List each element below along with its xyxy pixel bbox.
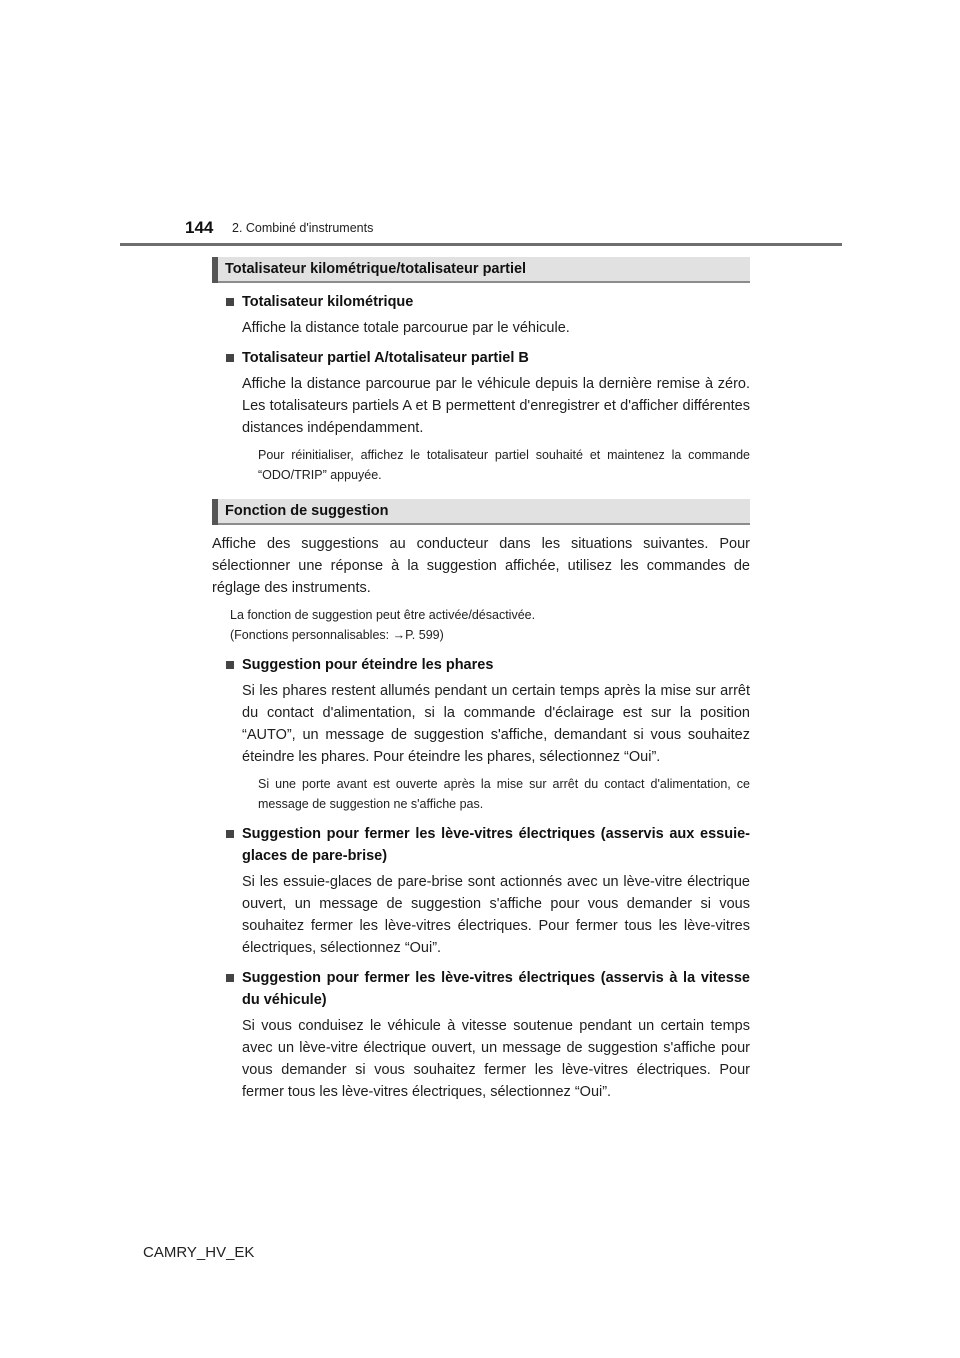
trip-meter-description: Affiche la distance parcourue par le véhicule depuis la dernière remise à zéro. Les totalisateurs partiels A et B permettent d'enregistrer et d'afficher différentes distances indépendamment.	[242, 376, 750, 436]
bullet-windows-wipers-title: Suggestion pour fermer les lève-vitres électriques (asservis aux essuie-glaces de pare-brise)	[242, 826, 750, 864]
headlights-note: Si une porte avant est ouverte après la mise sur arrêt du contact d'alimentation, ce message de suggestion ne s'affiche pas.	[258, 777, 750, 811]
bullet-odometer	[212, 291, 750, 313]
bullet-headlights-title: Suggestion pour éteindre les phares	[242, 657, 494, 673]
section-header-suggestion: Fonction de suggestion	[212, 499, 750, 525]
bullet-windows-speed-title: Suggestion pour fermer les lève-vitres électriques (asservis à la vitesse du véhicule)	[242, 970, 750, 1008]
bullet-square-icon	[226, 298, 234, 306]
bullet-odometer-title: Totalisateur kilométrique	[242, 294, 414, 310]
odometer-description: Affiche la distance totale parcourue par le véhicule.	[242, 320, 570, 336]
bullet-windows-wipers	[212, 823, 750, 867]
bullet-trip-meter	[212, 347, 750, 369]
bullet-trip-meter-title: Totalisateur partiel A/totalisateur partiel B	[242, 350, 529, 366]
windows-speed-description: Si vous conduisez le véhicule à vitesse soutenue pendant un certain temps avec un lève-vitre électrique ouvert, un message de suggestion s'affiche pour vous demander si vous souhaitez fermer les lève-vitres électriques. Pour fermer tous les lève-vitres électriques, sélectionnez “Oui”.	[242, 1018, 750, 1100]
section-header-odometer: Totalisateur kilométrique/totalisateur partiel	[212, 257, 750, 283]
suggestion-note-line1: La fonction de suggestion peut être activée/désactivée.	[230, 608, 536, 622]
bullet-headlights	[212, 654, 750, 676]
suggestion-intro: Affiche des suggestions au conducteur dans les situations suivantes. Pour sélectionner une réponse à la suggestion affichée, utilisez les commandes de réglage des instruments.	[212, 536, 750, 596]
chapter-title: 2. Combiné d'instruments	[232, 221, 374, 235]
headlights-description: Si les phares restent allumés pendant un certain temps après la mise sur arrêt du contact d'alimentation, si la commande d'éclairage est sur la position “AUTO”, un message de suggestion s'affiche, demandant si vous souhaitez éteindre les phares. Pour éteindre les phares, sélectionnez “Oui”.	[242, 683, 750, 765]
trip-meter-note: Pour réinitialiser, affichez le totalisateur partiel souhaité et maintenez la commande “ODO/TRIP” appuyée.	[258, 448, 750, 482]
page-content	[212, 257, 750, 1103]
bullet-square-icon	[226, 354, 234, 362]
bullet-square-icon	[226, 661, 234, 669]
footer-code: CAMRY_HV_EK	[143, 1244, 255, 1261]
header-rule	[120, 243, 842, 246]
windows-wipers-description: Si les essuie-glaces de pare-brise sont actionnés avec un lève-vitre électrique ouvert, un message de suggestion s'affiche pour vous demander si vous souhaitez fermer les lève-vitres électriques. Pour fermer tous les lève-vitres électriques, sélectionnez “Oui”.	[242, 874, 750, 956]
suggestion-note-line2: (Fonctions personnalisables: →P. 599)	[230, 628, 444, 642]
page-number: 144	[185, 218, 214, 237]
bullet-windows-speed	[212, 967, 750, 1011]
bullet-square-icon	[226, 830, 234, 838]
bullet-square-icon	[226, 974, 234, 982]
